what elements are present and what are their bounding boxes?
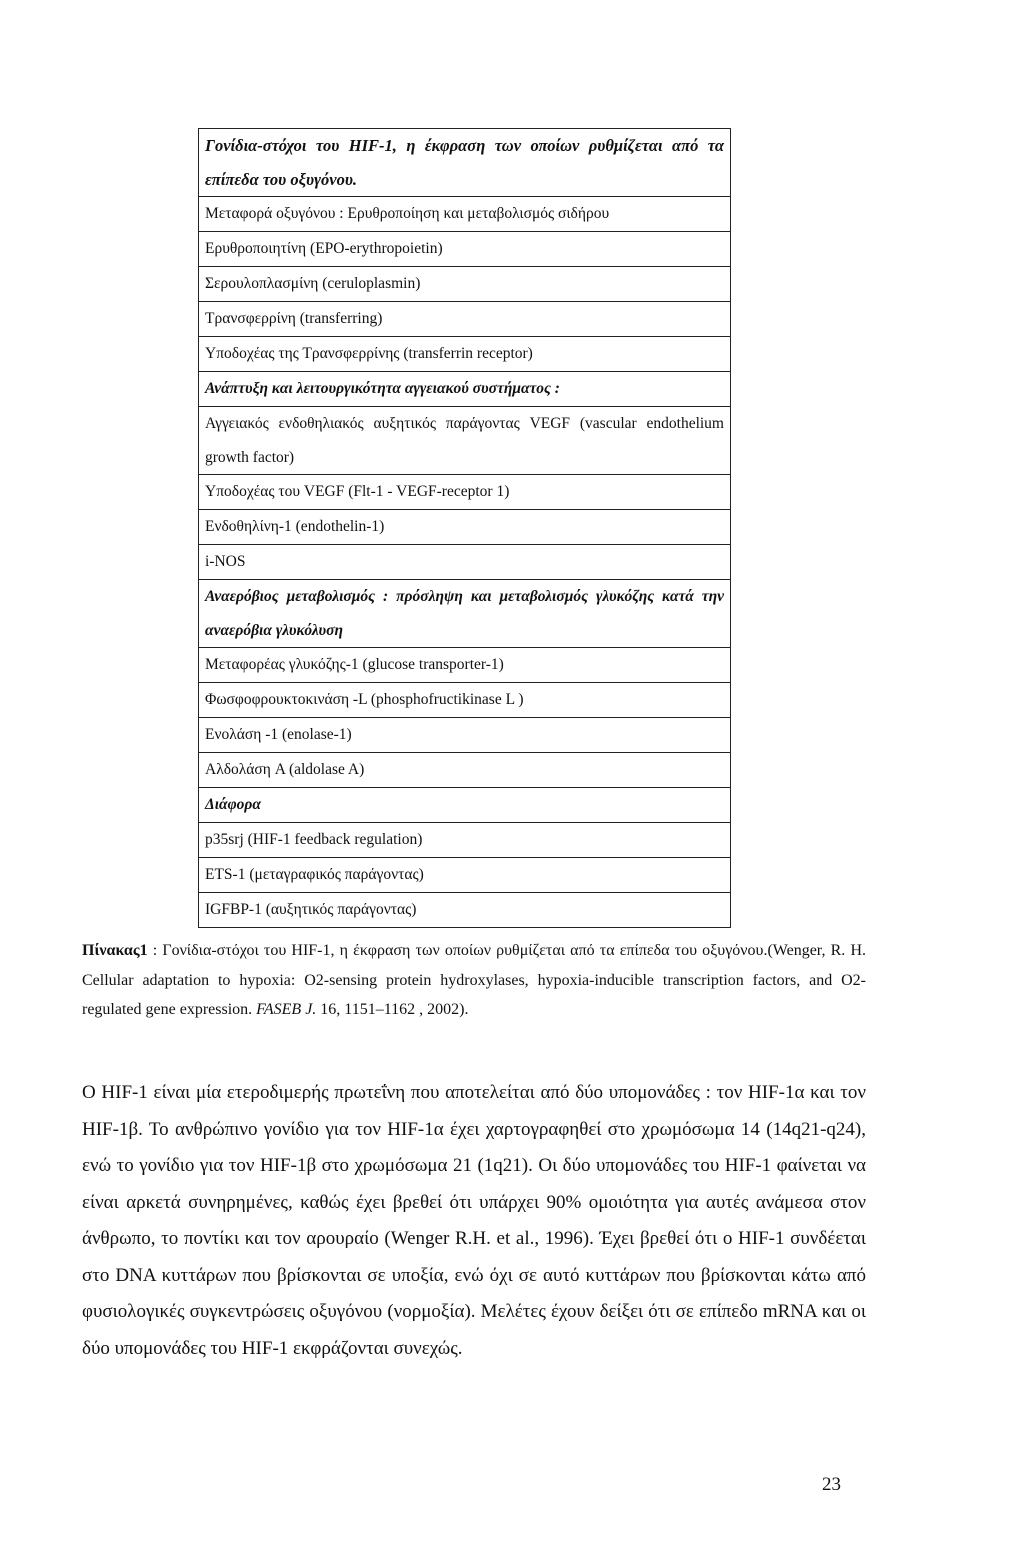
- caption-text: : Γονίδια-στόχοι του HIF-1, η έκφραση των οποίων ρυθμίζεται από τα επίπεδα του οξυγόνου.(Wenger, R. H. Cellular adaptation to hypoxia: O2-sensing protein hydroxylases, hypoxia-inducible transcription factors, and O2-regulated gene expression.: [82, 942, 866, 1018]
- table-row: Μεταφορέας γλυκόζης-1 (glucose transporter-1): [199, 648, 730, 683]
- table-row: Ενδοθηλίνη-1 (endothelin-1): [199, 510, 730, 545]
- table-row: Ερυθροποιητίνη (EPO-erythropoietin): [199, 232, 730, 267]
- target-genes-table: [198, 128, 731, 928]
- table-caption: [82, 936, 866, 1025]
- table-row: Ενολάση -1 (enolase-1): [199, 718, 730, 753]
- table-row: IGFBP-1 (αυξητικός παράγοντας): [205, 901, 417, 918]
- table-row: p35srj (HIF-1 feedback regulation): [199, 823, 730, 858]
- table-row: Αλδολάση A (aldolase A): [199, 753, 730, 788]
- table-row: ETS-1 (μεταγραφικός παράγοντας): [199, 858, 730, 893]
- caption-journal: FASEB J.: [256, 1001, 317, 1018]
- table-row: Υποδοχέας της Τρανσφερρίνης (transferrin receptor): [199, 337, 730, 372]
- table-row: Σερουλοπλασμίνη (ceruloplasmin): [199, 267, 730, 302]
- table-title-row: Γονίδια-στόχοι του HIF-1, η έκφραση των οποίων ρυθμίζεται από τα επίπεδα του οξυγόνου.: [199, 129, 730, 197]
- table-row: Τρανσφερρίνη (transferring): [199, 302, 730, 337]
- caption-citation-end: 16, 1151–1162 , 2002).: [316, 1001, 469, 1018]
- table-section-heading: Διάφορα: [199, 788, 730, 823]
- page-number: 23: [822, 1474, 841, 1495]
- body-paragraph: Ο HIF-1 είναι μία ετεροδιμερής πρωτεΐνη που αποτελείται από δύο υπομονάδες : τον HIF-1α και τον HIF-1β. Το ανθρώπινο γονίδιο για τον HIF-1α έχει χαρτογραφηθεί στο χρωμόσωμα 14 (14q21-q24), ενώ το γονίδιο για τον HIF-1β στο χρωμόσωμα 21 (1q21). Οι δύο υπομονάδες του HIF-1 φαίνεται να είναι αρκετά συνηρημένες, καθώς έχει βρεθεί ότι υπάρχει 90% ομοιότητα για αυτές ανάμεσα στον άνθρωπο, το ποντίκι και τον αρουραίο (Wenger R.H. et al., 1996). Έχει βρεθεί ότι ο HIF-1 συνδέεται στο DNA κυττάρων που βρίσκονται σε υποξία, ενώ όχι σε αυτό κυττάρων που βρίσκονται κάτω από φυσιολογικές συγκεντρώσεις οξυγόνου (νορμοξία). Μελέτες έχουν δείξει ότι σε επίπεδο mRNA και οι δύο υπομονάδες του HIF-1 εκφράζονται συνεχώς.: [82, 1082, 866, 1359]
- table-row: Μεταφορά οξυγόνου : Ερυθροποίηση και μεταβολισμός σιδήρου: [199, 197, 730, 232]
- caption-label: Πίνακας1: [82, 942, 148, 959]
- table-row: i-NOS: [199, 545, 730, 580]
- table-row: Φωσφοφρουκτοκινάση -L (phosphofructikinase L ): [199, 683, 730, 718]
- table-section-heading: Ανάπτυξη και λειτουργικότητα αγγειακού συστήματος :: [199, 372, 730, 407]
- table-row: Υποδοχέας του VEGF (Flt-1 - VEGF-receptor 1): [199, 475, 730, 510]
- table-section-heading: Αναερόβιος μεταβολισμός : πρόσληψη και μεταβολισμός γλυκόζης κατά την αναερόβια γλυκόλυση: [199, 580, 730, 648]
- table-row: Αγγειακός ενδοθηλιακός αυξητικός παράγοντας VEGF (vascular endothelium growth factor): [199, 407, 730, 475]
